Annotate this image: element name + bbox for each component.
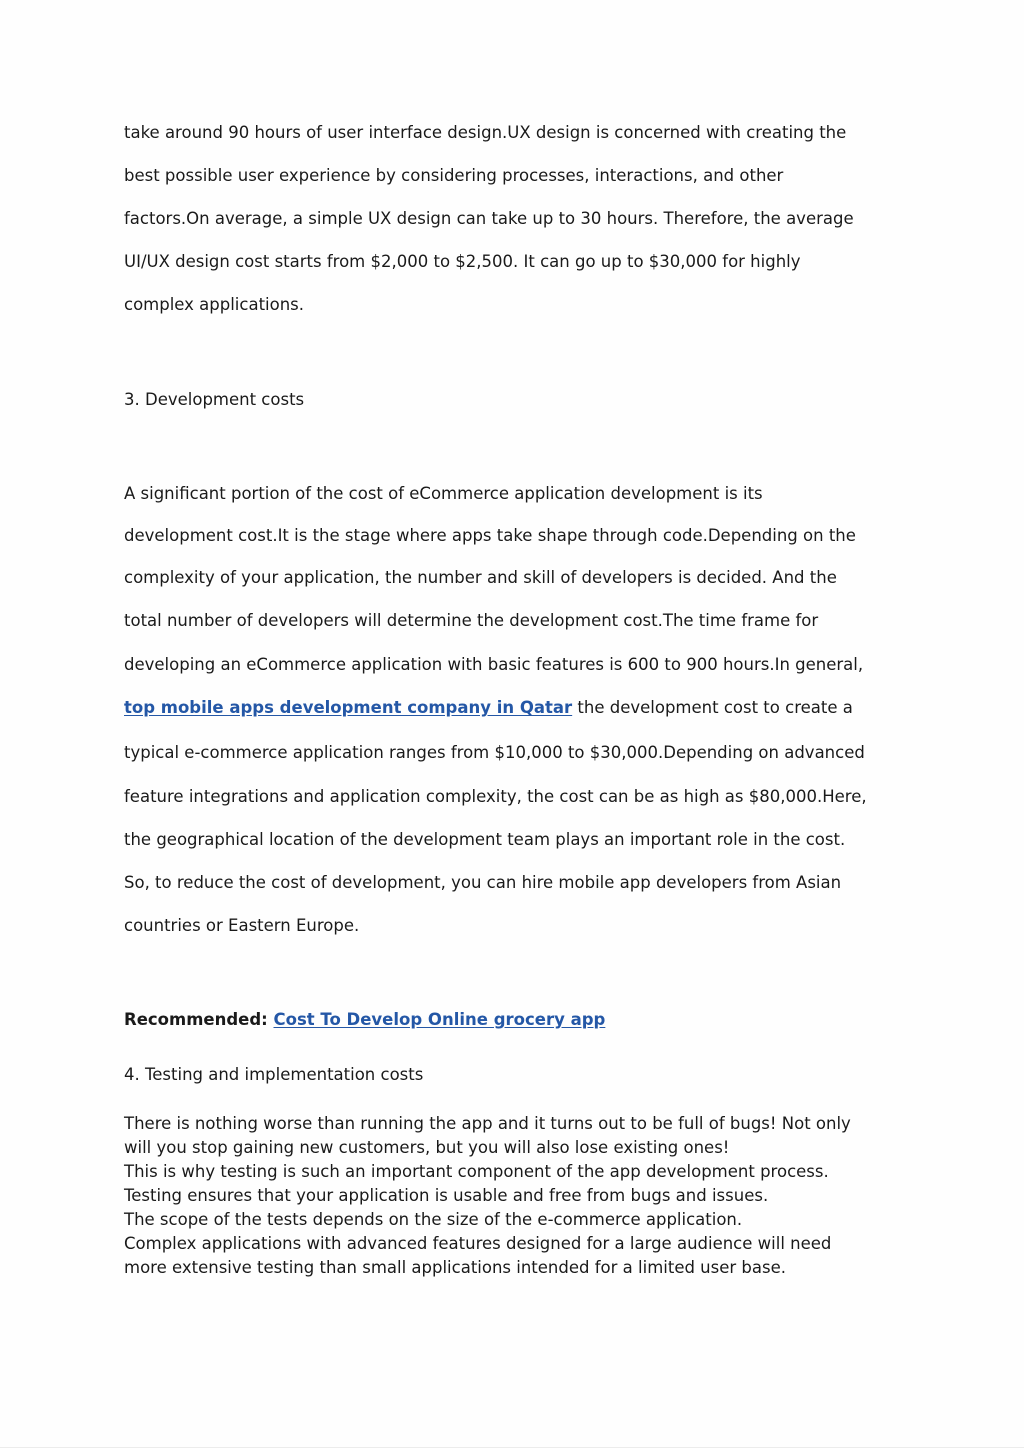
- text-line: best possible user experience by considering processes, interactions, and other: [124, 166, 784, 185]
- text-line: There is nothing worse than running the app and it turns out to be full of bugs! Not only: [124, 1114, 851, 1133]
- text-line: total number of developers will determine the development cost.The time frame for: [124, 611, 819, 630]
- text-line: will you stop gaining new customers, but you will also lose existing ones!: [124, 1138, 730, 1157]
- text-line: developing an eCommerce application with basic features is 600 to 900 hours.In general,: [124, 655, 864, 674]
- text-line: This is why testing is such an important component of the app development process.: [124, 1162, 829, 1181]
- text-line: feature integrations and application complexity, the cost can be as high as $80,000.Here,: [124, 787, 867, 806]
- text-line: So, to reduce the cost of development, you can hire mobile app developers from Asian: [124, 873, 842, 892]
- text-line: complex applications.: [124, 295, 305, 314]
- text-line: development cost.It is the stage where apps take shape through code.Depending on the: [124, 526, 856, 545]
- recommended-line: [124, 1010, 605, 1030]
- text-line: UI/UX design cost starts from $2,000 to $2,500. It can go up to $30,000 for highly: [124, 252, 801, 271]
- section-heading-development-costs: 3. Development costs: [124, 390, 305, 409]
- text-line-with-link: [124, 698, 853, 718]
- text-line: Testing ensures that your application is usable and free from bugs and issues.: [124, 1186, 769, 1205]
- text-line: factors.On average, a simple UX design can take up to 30 hours. Therefore, the average: [124, 209, 854, 228]
- text-line: The scope of the tests depends on the size of the e-commerce application.: [124, 1210, 743, 1229]
- link-trailing-text: the development cost to create a: [572, 698, 853, 717]
- text-line: countries or Eastern Europe.: [124, 916, 360, 935]
- text-line: the geographical location of the development team plays an important role in the cost.: [124, 830, 846, 849]
- text-line: Complex applications with advanced features designed for a large audience will need: [124, 1234, 832, 1253]
- grocery-app-link[interactable]: Cost To Develop Online grocery app: [273, 1010, 606, 1029]
- recommended-label: Recommended:: [124, 1010, 274, 1029]
- text-line: take around 90 hours of user interface design.UX design is concerned with creating the: [124, 123, 847, 142]
- text-line: typical e-commerce application ranges from $10,000 to $30,000.Depending on advanced: [124, 743, 865, 762]
- section-heading-testing-costs: 4. Testing and implementation costs: [124, 1065, 424, 1084]
- text-line: more extensive testing than small applications intended for a limited user base.: [124, 1258, 786, 1277]
- qatar-company-link[interactable]: top mobile apps development company in Qatar: [124, 698, 573, 717]
- text-line: complexity of your application, the number and skill of developers is decided. And the: [124, 568, 837, 587]
- text-line: A significant portion of the cost of eCommerce application development is its: [124, 484, 763, 503]
